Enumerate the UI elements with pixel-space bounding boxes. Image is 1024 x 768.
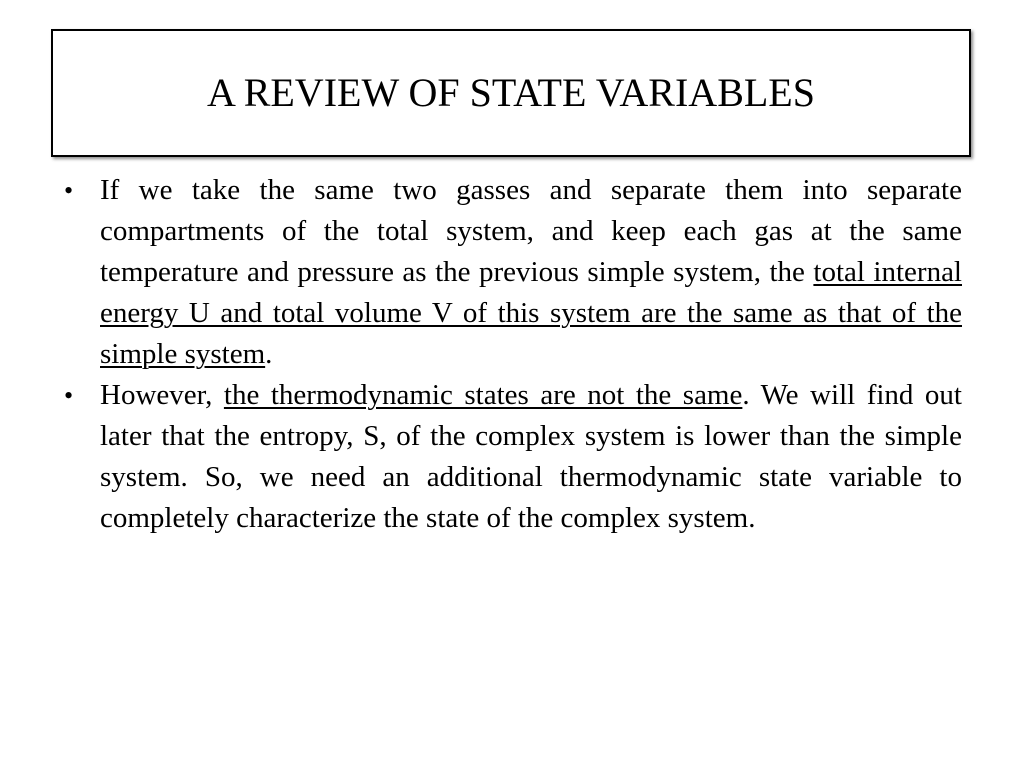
title-box [51, 29, 971, 157]
bullet-1-end: . [265, 338, 273, 370]
bullet-marker-2: • [64, 381, 74, 410]
bullet-2-text-start: However, [100, 379, 224, 411]
bullet-marker-1: • [64, 176, 74, 205]
bullet-item-1 [58, 170, 962, 375]
bullet-list [58, 170, 962, 539]
bullet-2-text-end: . We will find out later that the entropy, S, of the complex system is lower than the simple system. So, we need an additional thermodynamic state variable to completely characterize the state of the complex system. [100, 379, 962, 534]
slide-title: A REVIEW OF STATE VARIABLES [207, 70, 815, 115]
bullet-1-underlined-text: total internal energy U and total volume V of this system are the same as that of the simple system [100, 256, 962, 370]
bullet-item-2 [58, 375, 962, 539]
bullet-2-underlined-text: the thermodynamic states are not the same [223, 379, 743, 411]
bullet-1-text: If we take the same two gasses and separate them into separate compartments of the total system, and keep each gas at the same temperature and pressure as the previous simple system, the [100, 174, 962, 288]
